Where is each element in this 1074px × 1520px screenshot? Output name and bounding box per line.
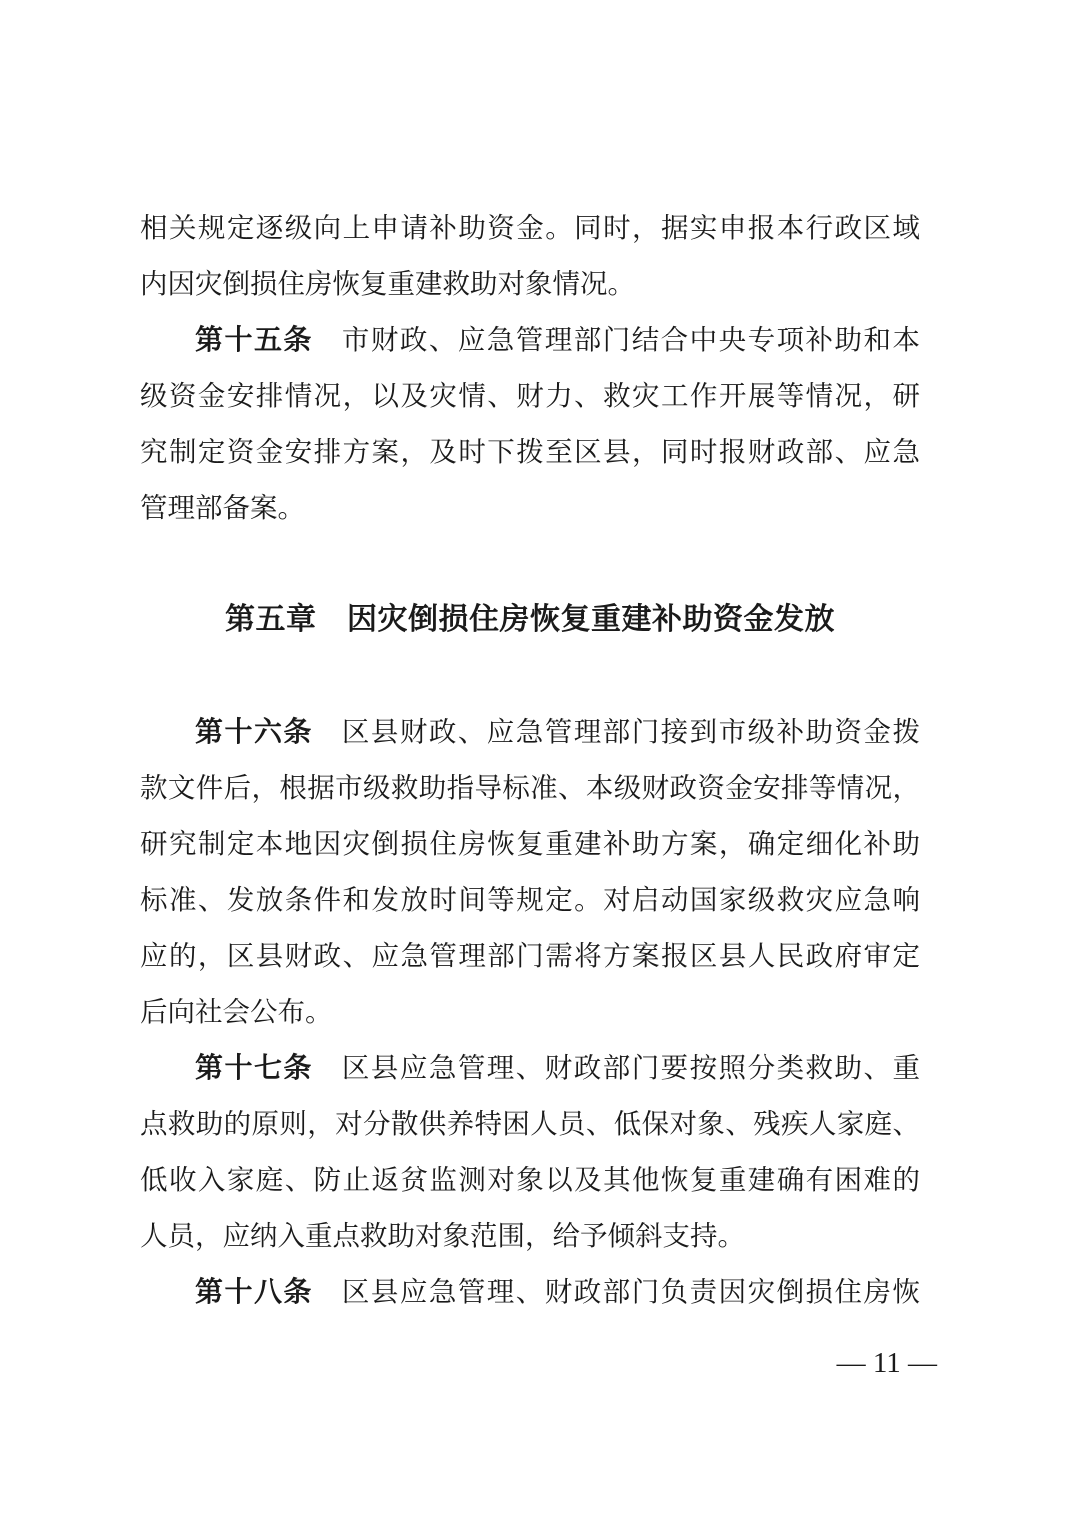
text-segment: 市财政、应急管理部门结合中央专项补助和本	[341, 324, 920, 355]
body-line	[140, 1096, 920, 1152]
article-number: 第五章	[225, 603, 317, 636]
body-line	[140, 424, 920, 480]
article-number: 因灾倒损住房恢复重建补助资金发放	[347, 603, 835, 636]
text-segment: 应的，区县财政、应急管理部门需将方案报区县人民政府审定	[140, 940, 920, 971]
spacer-line	[140, 536, 920, 592]
text-segment	[313, 716, 342, 747]
text-segment	[313, 324, 342, 355]
article-number: 第十六条	[195, 716, 313, 747]
body-line	[140, 928, 920, 984]
body-line	[140, 872, 920, 928]
body-line	[140, 1152, 920, 1208]
article-16-line	[140, 704, 920, 760]
article-18-line	[140, 1264, 920, 1320]
text-segment: 研究制定本地因灾倒损住房恢复重建补助方案，确定细化补助	[140, 828, 920, 859]
document-body	[140, 200, 920, 1320]
page-number: — 11 —	[836, 1347, 937, 1379]
text-segment: 相关规定逐级向上申请补助资金。同时，据实申报本行政区域	[140, 212, 920, 243]
body-line	[140, 200, 920, 256]
article-number: 第十五条	[195, 324, 313, 355]
text-segment: 人员，应纳入重点救助对象范围，给予倾斜支持。	[140, 1220, 745, 1251]
article-15-line	[140, 312, 920, 368]
text-segment: 点救助的原则，对分散供养特困人员、低保对象、残疾人家庭、	[140, 1108, 920, 1139]
body-line	[140, 760, 920, 816]
text-segment: 管理部备案。	[140, 492, 305, 523]
article-17-line	[140, 1040, 920, 1096]
text-segment: 标准、发放条件和发放时间等规定。对启动国家级救灾应急响	[140, 884, 920, 915]
text-segment: 内因灾倒损住房恢复重建救助对象情况。	[140, 268, 635, 299]
body-line	[140, 984, 920, 1040]
text-segment	[313, 1276, 342, 1307]
body-line	[140, 256, 920, 312]
body-line	[140, 480, 920, 536]
text-segment: 低收入家庭、防止返贫监测对象以及其他恢复重建确有困难的	[140, 1164, 920, 1195]
text-segment: 款文件后，根据市级救助指导标准、本级财政资金安排等情况，	[140, 772, 920, 803]
chapter-heading	[140, 592, 920, 648]
body-line	[140, 1208, 920, 1264]
text-segment: 区县财政、应急管理部门接到市级补助资金拨	[341, 716, 920, 747]
spacer-line	[140, 648, 920, 704]
article-number	[317, 603, 348, 636]
text-segment	[313, 1052, 342, 1083]
article-number: 第十七条	[195, 1052, 313, 1083]
text-segment: 区县应急管理、财政部门负责因灾倒损住房恢	[341, 1276, 920, 1307]
text-segment: 后向社会公布。	[140, 996, 333, 1027]
text-segment: 区县应急管理、财政部门要按照分类救助、重	[341, 1052, 920, 1083]
article-number: 第十八条	[195, 1276, 313, 1307]
body-line	[140, 816, 920, 872]
body-line	[140, 368, 920, 424]
text-segment: 究制定资金安排方案，及时下拨至区县，同时报财政部、应急	[140, 436, 920, 467]
text-segment: 级资金安排情况，以及灾情、财力、救灾工作开展等情况，研	[140, 380, 920, 411]
